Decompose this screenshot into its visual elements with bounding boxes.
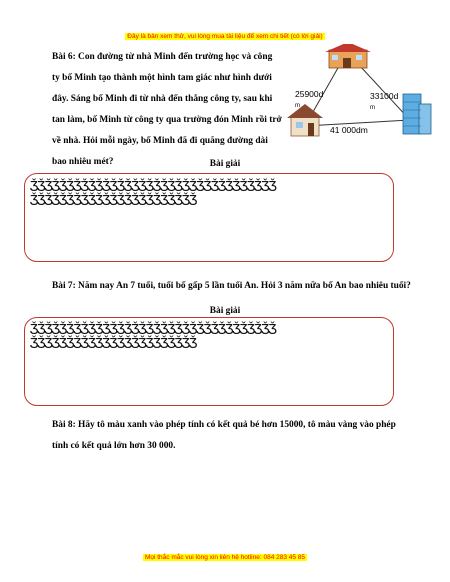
problem-6-text: Bài 6: Con đường từ nhà Minh đến trường học và công ty bố Minh tạo thành một hình tam giác như hình dưới đây. Sáng bố Minh đi từ nhà đến thẳng công ty, sau khi tan làm, bố Minh từ công ty qua trường đón Minh rồi trở về nhà. Hỏi mỗi ngày, bố Minh đã đi quãng đường dài bao nhiêu mét? xyxy=(52,52,282,167)
answer-lines-7 xyxy=(30,323,390,351)
distance-label-school-company xyxy=(370,91,398,111)
distance-unit-school-company: m xyxy=(370,105,375,111)
answer-line: ǮǮǮǮǮǮǮǮǮǮǮǮǮǮǮǮǮǮǮǮǮǮǮ xyxy=(30,193,197,209)
problem-7-text: Bài 7: Năm nay An 7 tuổi, tuổi bố gấp 5 lần tuổi An. Hỏi 3 năm nữa bố An bao nhiêu tuổi? xyxy=(52,281,411,291)
answer-line: ǮǮǮǮǮǮǮǮǮǮǮǮǮǮǮǮǮǮǮǮǮǮǮǮǮǮǮǮǮǮǮǮǮǮ xyxy=(30,179,276,195)
school-building-icon xyxy=(325,44,371,68)
distance-value-school-company: 33100d xyxy=(370,91,399,101)
preview-notice-text: Đây là bản xem thử, vui lòng mua tài liệu để xem chi tiết (có lời giải) xyxy=(127,33,323,40)
distance-unit-home-school: m xyxy=(295,103,300,109)
answer-lines-6 xyxy=(30,180,390,208)
hotline-text: Mọi thắc mắc vui lòng xin liên hệ hotline: 084 283 45 85 xyxy=(144,554,306,561)
answer-line: ǮǮǮǮǮǮǮǮǮǮǮǮǮǮǮǮǮǮǮǮǮǮǮ xyxy=(30,336,197,352)
triangle-route-diagram xyxy=(285,44,435,144)
hotline-footer xyxy=(0,546,450,564)
problem-8-text: Bài 8: Hãy tô màu xanh vào phép tính có kết quả bé hơn 15000, tô màu vàng vào phép tính có kết quả lớn hơn 30 000. xyxy=(52,420,396,451)
answer-line: ǮǮǮǮǮǮǮǮǮǮǮǮǮǮǮǮǮǮǮǮǮǮǮǮǮǮǮǮǮǮǮǮǮǮ xyxy=(30,322,276,338)
distance-label-home-school xyxy=(295,89,323,109)
solution-heading-6: Bài giải xyxy=(209,159,241,169)
office-building-icon xyxy=(403,94,431,134)
solution-heading-7: Bài giải xyxy=(209,306,241,316)
distance-value-home-school: 25900d xyxy=(295,89,324,99)
preview-notice-banner xyxy=(0,25,450,43)
distance-label-home-company: 41 000dm xyxy=(330,125,368,135)
